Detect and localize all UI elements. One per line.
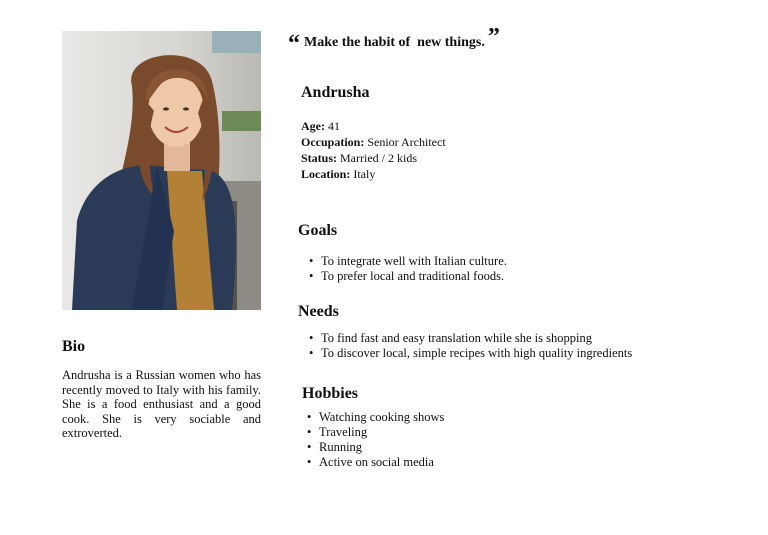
hobbies-title: Hobbies (302, 385, 359, 402)
hobbies-item: • Traveling (306, 425, 444, 440)
persona-photo (62, 31, 261, 310)
age-value: 41 (328, 119, 340, 133)
occupation-value: Senior Architect (367, 135, 446, 149)
status-label: Status: (301, 151, 338, 165)
hobbies-item: • Running (306, 440, 444, 455)
quote-text: Make the habit of new things. (304, 35, 485, 50)
bio-text: Andrusha is a Russian women who has recently moved to Italy with his family. She is a food enthusiast and a good cook. She is very sociable and extroverted. (62, 368, 261, 440)
location-label: Location: (301, 167, 351, 181)
persona-portrait-image (62, 31, 261, 310)
close-quote-mark: ” (487, 24, 500, 50)
needs-item: • To discover local, simple recipes with high quality ingredients (308, 346, 632, 361)
goals-list (308, 254, 507, 284)
age-label: Age: (301, 119, 325, 133)
occupation-label: Occupation: (301, 135, 365, 149)
hobbies-list (306, 410, 444, 470)
occupation-row (301, 134, 446, 150)
needs-list (308, 331, 632, 361)
hobbies-item: • Active on social media (306, 455, 444, 470)
goals-item: • To prefer local and traditional foods. (308, 269, 507, 284)
bio-title: Bio (62, 338, 86, 355)
persona-name: Andrusha (301, 84, 370, 101)
status-value: Married / 2 kids (340, 151, 418, 165)
goals-item: • To integrate well with Italian culture. (308, 254, 507, 269)
hobbies-item: • Watching cooking shows (306, 410, 444, 425)
open-quote-mark: “ (288, 31, 300, 57)
location-value: Italy (353, 167, 376, 181)
status-row (301, 150, 446, 166)
needs-item: • To find fast and easy translation while she is shopping (308, 331, 632, 346)
persona-quote (288, 24, 500, 57)
age-row (301, 118, 446, 134)
goals-title: Goals (298, 222, 338, 239)
persona-facts (301, 118, 446, 182)
needs-title: Needs (298, 303, 339, 320)
location-row (301, 166, 446, 182)
